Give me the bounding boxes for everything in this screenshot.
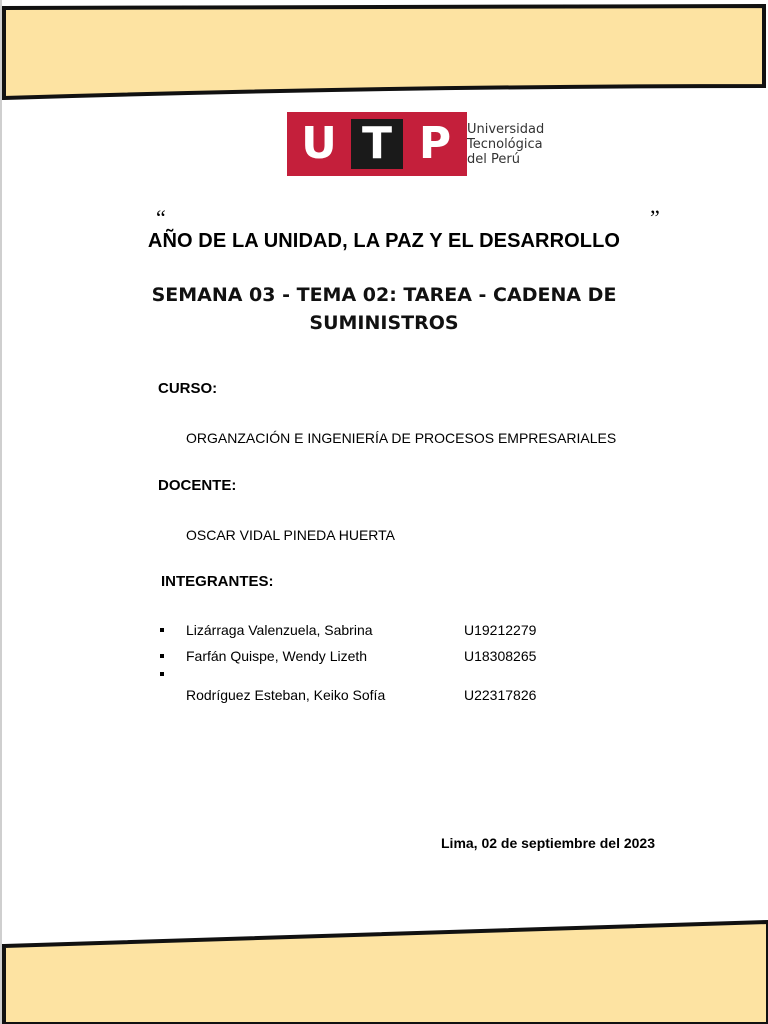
utp-logo-mark xyxy=(287,112,467,176)
member-code: U22317826 xyxy=(464,687,537,703)
member-name: Lizárraga Valenzuela, Sabrina xyxy=(186,622,373,638)
member-row xyxy=(160,622,536,638)
member-code: U19212279 xyxy=(464,622,537,638)
logo-name-line3: del Perú xyxy=(467,151,520,167)
utp-logo xyxy=(287,112,544,176)
bullet-icon xyxy=(160,628,164,632)
logo-letter-p: P xyxy=(418,118,452,169)
member-row-bullet xyxy=(160,672,186,676)
logo-name-line1: Universidad xyxy=(467,121,545,137)
footer-banner xyxy=(0,912,768,1024)
teacher-label: DOCENTE: xyxy=(158,477,237,494)
logo-name-line2: Tecnológica xyxy=(467,136,543,152)
member-row xyxy=(160,687,536,703)
document-title: SEMANA 03 - TEMA 02: TAREA - CADENA DE SUMINISTROS xyxy=(151,284,617,334)
member-name: Rodríguez Esteban, Keiko Sofía xyxy=(186,687,386,703)
closing-quote: ” xyxy=(650,205,660,230)
header-banner xyxy=(0,0,768,110)
year-title: AÑO DE LA UNIDAD, LA PAZ Y EL DESARROLLO xyxy=(147,230,621,252)
member-row xyxy=(160,648,536,664)
bullet-icon xyxy=(160,672,164,676)
course-label: CURSO: xyxy=(158,380,218,397)
page-edge xyxy=(0,0,2,1024)
members-label: INTEGRANTES: xyxy=(161,573,274,590)
teacher-value: OSCAR VIDAL PINEDA HUERTA xyxy=(186,527,396,543)
bullet-icon xyxy=(160,654,164,658)
utp-logo-wordmark xyxy=(467,112,544,176)
date-line: Lima, 02 de septiembre del 2023 xyxy=(441,835,655,851)
member-name: Farfán Quispe, Wendy Lizeth xyxy=(186,648,368,664)
opening-quote: “ xyxy=(156,205,166,230)
logo-letter-u: U xyxy=(301,118,337,169)
course-value: ORGANZACIÓN E INGENIERÍA DE PROCESOS EMPRESARIALES xyxy=(186,430,617,446)
logo-letter-t: T xyxy=(351,119,403,169)
member-code: U18308265 xyxy=(464,648,537,664)
